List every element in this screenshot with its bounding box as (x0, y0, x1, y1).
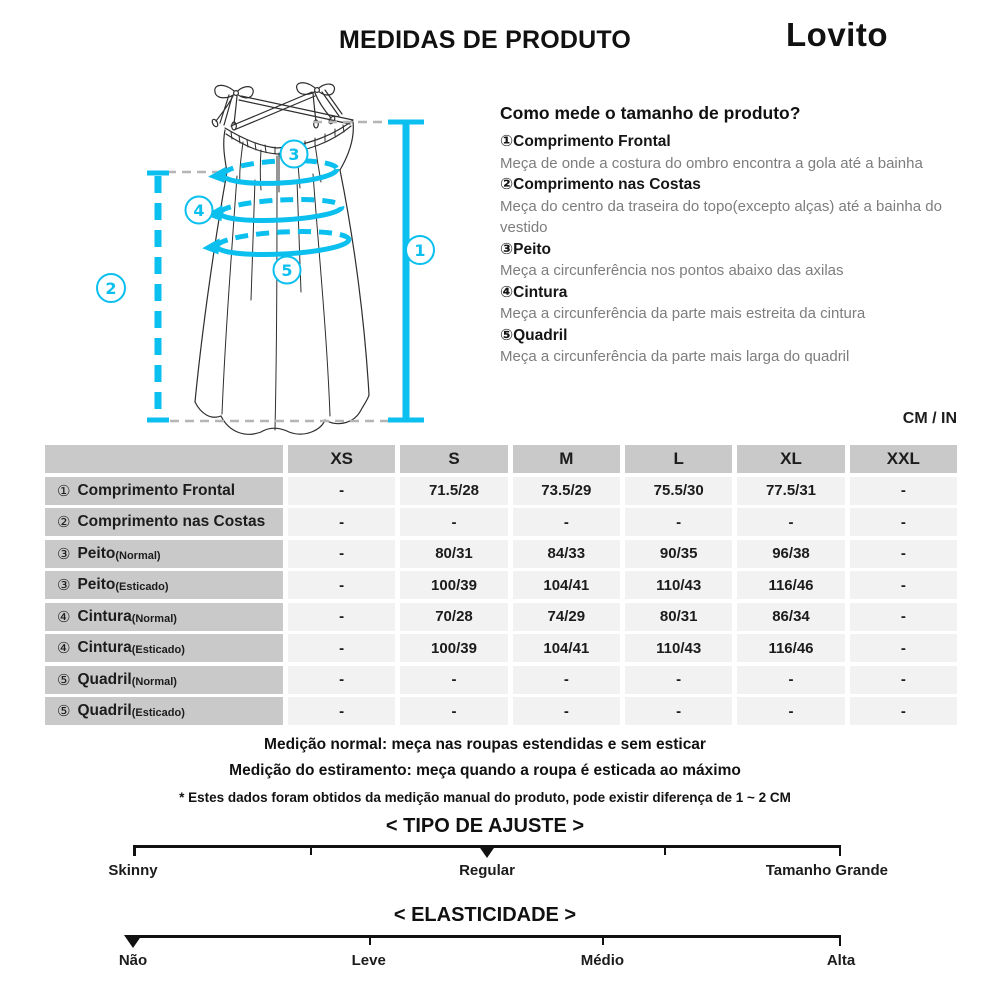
elasticity-scale-line (133, 935, 841, 949)
table-corner-cell (45, 445, 283, 473)
measure-description: Meça a circunferência nos pontos abaixo das axilas (500, 262, 844, 279)
elasticity-selected-marker (124, 935, 142, 948)
note-stretch-measure: Medição do estiramento: meça quando a roupa é esticada ao máximo (229, 762, 741, 779)
size-value-cell: - (288, 540, 395, 568)
scale-endcap-right (839, 845, 842, 856)
size-value-cell: - (400, 697, 507, 725)
size-value-cell: 100/39 (400, 571, 507, 599)
size-value-cell: - (513, 697, 620, 725)
elasticity-scale-title: < ELASTICIDADE > (393, 904, 577, 926)
measurement-row-label: ④ Cintura (Esticado) (45, 634, 283, 662)
scale-tick (664, 845, 666, 855)
size-value-cell: 116/46 (737, 571, 844, 599)
marker-3: 3 (288, 145, 300, 164)
size-value-cell: - (850, 634, 957, 662)
size-value-cell: - (850, 571, 957, 599)
size-value-cell: 75.5/30 (625, 477, 732, 505)
waist-ellipse (205, 197, 343, 224)
size-value-cell: 70/28 (400, 603, 507, 631)
size-value-cell: - (288, 697, 395, 725)
marker-4: 4 (193, 201, 205, 220)
size-value-cell: 110/43 (625, 634, 732, 662)
measure-term: ②Comprimento nas Costas (500, 176, 701, 193)
marker-1: 1 (414, 241, 426, 260)
hip-ellipse (202, 229, 350, 259)
fit-selected-marker (478, 845, 496, 858)
size-value-cell: - (850, 666, 957, 694)
size-column-header: XS (288, 445, 395, 473)
measure-term: ③Peito (500, 240, 552, 258)
size-value-cell: - (513, 666, 620, 694)
how-to-item (500, 282, 978, 325)
size-value-cell: - (400, 508, 507, 536)
dress-measurement-diagram (85, 80, 505, 440)
fit-label-skinny: Skinny (108, 862, 158, 879)
measurement-row-label: ③ Peito (Normal) (45, 540, 283, 568)
note-normal-measure: Medição normal: meça nas roupas estendidas e sem esticar (264, 736, 706, 753)
size-value-cell: - (400, 666, 507, 694)
marker-2: 2 (105, 279, 117, 298)
size-value-cell: 90/35 (625, 540, 732, 568)
measurement-row-label: ③ Peito (Esticado) (45, 571, 283, 599)
how-to-item (500, 325, 978, 368)
measure-term: ①Comprimento Frontal (500, 133, 671, 150)
page-title: MEDIDAS DE PRODUTO (338, 26, 632, 54)
size-value-cell: - (625, 508, 732, 536)
how-to-items (500, 131, 978, 368)
front-length-line (388, 122, 424, 420)
size-value-cell: - (625, 666, 732, 694)
size-value-cell: 74/29 (513, 603, 620, 631)
size-value-cell: - (737, 508, 844, 536)
size-column-header: XXL (850, 445, 957, 473)
how-to-item (500, 239, 978, 282)
size-value-cell: - (288, 508, 395, 536)
size-value-cell: - (625, 697, 732, 725)
size-value-cell: 104/41 (513, 634, 620, 662)
brand-logo: Lovito (786, 16, 888, 53)
measure-description: Meça do centro da traseira do topo(excepto alças) até a bainha do vestido (500, 197, 942, 236)
how-to-item (500, 131, 978, 174)
scale-tick (602, 935, 604, 945)
measurement-row-label: ④ Cintura (Normal) (45, 603, 283, 631)
size-value-cell: - (850, 603, 957, 631)
size-value-cell: 96/38 (737, 540, 844, 568)
measure-description: Meça a circunferência da parte mais larga do quadril (500, 348, 850, 365)
size-value-cell: - (850, 477, 957, 505)
measure-term: ④Cintura (500, 283, 568, 301)
measurement-row-label: ② Comprimento nas Costas (45, 508, 283, 536)
scale-tick (369, 935, 371, 945)
fit-scale-title: < TIPO DE AJUSTE > (385, 815, 585, 837)
scale-tick (310, 845, 312, 855)
fit-label-plus: Tamanho Grande (765, 862, 888, 879)
size-column-header: XL (737, 445, 844, 473)
size-value-cell: - (737, 697, 844, 725)
size-value-cell: 73.5/29 (513, 477, 620, 505)
size-value-cell: - (288, 634, 395, 662)
size-value-cell: 71.5/28 (400, 477, 507, 505)
elasticity-label-high: Alta (826, 952, 856, 969)
measurement-row-label: ⑤ Quadril (Normal) (45, 666, 283, 694)
how-to-item (500, 174, 978, 239)
size-value-cell: 77.5/31 (737, 477, 844, 505)
how-to-heading: Como mede o tamanho de produto? (500, 103, 801, 123)
size-value-cell: - (513, 508, 620, 536)
size-value-cell: - (288, 666, 395, 694)
size-table (45, 445, 957, 725)
size-value-cell: 104/41 (513, 571, 620, 599)
measure-description: Meça a circunferência da parte mais estreita da cintura (500, 305, 866, 322)
size-value-cell: - (850, 508, 957, 536)
size-value-cell: 80/31 (400, 540, 507, 568)
note-disclaimer: * Estes dados foram obtidos da medição manual do produto, pode existir diferença de 1 ~ 2 CM (179, 790, 791, 805)
fit-label-regular: Regular (459, 862, 515, 879)
size-value-cell: 80/31 (625, 603, 732, 631)
measure-description: Meça de onde a costura do ombro encontra a gola até a bainha (500, 154, 923, 172)
size-value-cell: - (288, 603, 395, 631)
back-length-line (147, 173, 169, 420)
fit-scale-labels (108, 862, 888, 882)
scale-endcap-right (839, 935, 842, 946)
size-value-cell: - (288, 477, 395, 505)
measurement-row-label: ⑤ Quadril (Esticado) (45, 697, 283, 725)
size-column-header: S (400, 445, 507, 473)
how-to-measure-panel (500, 103, 978, 368)
size-value-cell: 100/39 (400, 634, 507, 662)
elasticity-scale-labels (118, 952, 856, 972)
fit-scale-line (133, 845, 841, 859)
scale-bar (133, 935, 841, 938)
elasticity-label-medium: Médio (580, 952, 625, 969)
size-value-cell: 84/33 (513, 540, 620, 568)
size-value-cell: - (850, 697, 957, 725)
unit-label: CM / IN (902, 410, 957, 427)
size-value-cell: - (737, 666, 844, 694)
size-value-cell: 116/46 (737, 634, 844, 662)
size-value-cell: 110/43 (625, 571, 732, 599)
measurement-row-label: ① Comprimento Frontal (45, 477, 283, 505)
elasticity-label-light: Leve (351, 952, 386, 969)
scale-endcap-left (133, 845, 136, 856)
elasticity-label-none: Não (118, 952, 148, 969)
size-column-header: L (625, 445, 732, 473)
marker-5: 5 (281, 261, 293, 280)
size-value-cell: - (288, 571, 395, 599)
measure-term: ⑤Quadril (500, 326, 568, 344)
size-column-header: M (513, 445, 620, 473)
size-value-cell: 86/34 (737, 603, 844, 631)
size-value-cell: - (850, 540, 957, 568)
